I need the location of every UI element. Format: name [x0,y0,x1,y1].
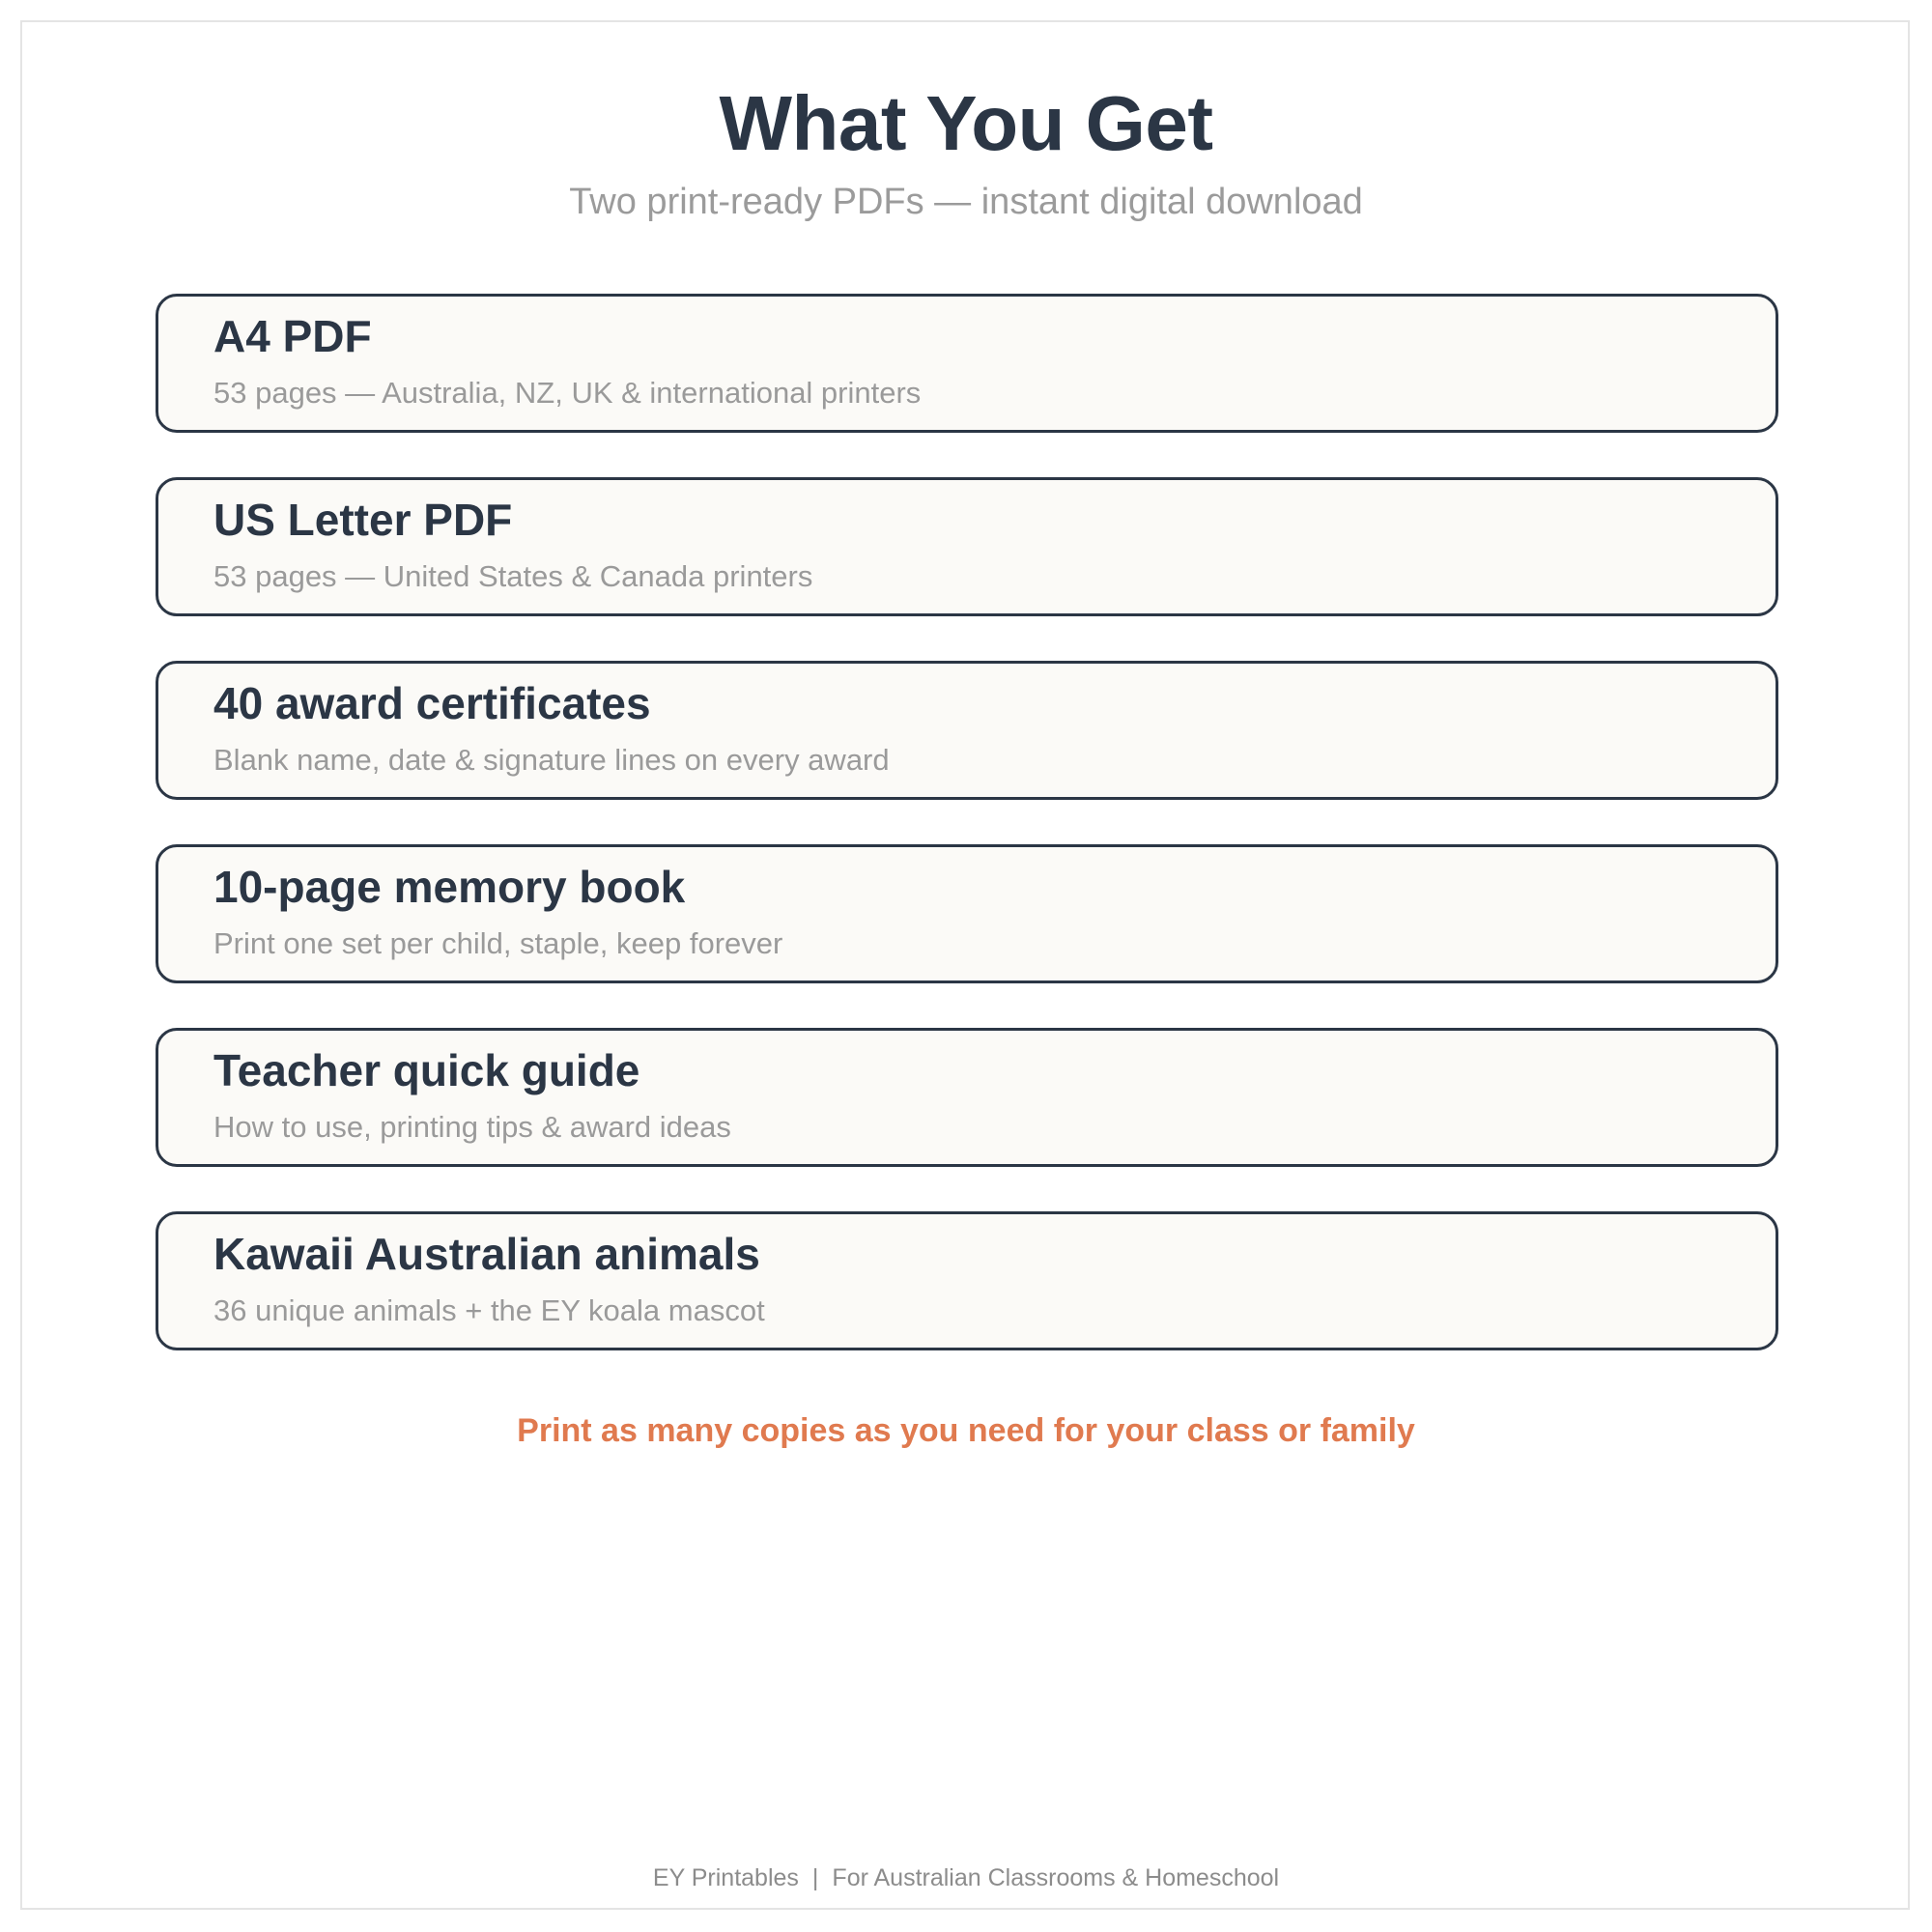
feature-card-a4-pdf [156,294,1778,433]
feature-card-description: How to use, printing tips & award ideas [213,1110,731,1144]
footer-brand: EY Printables [652,1864,799,1891]
feature-card-teacher-guide [156,1028,1778,1167]
feature-card-description: 36 unique animals + the EY koala mascot [213,1293,765,1327]
footer-tagline: For Australian Classrooms & Homeschool [832,1864,1280,1891]
feature-card-title: Kawaii Australian animals [213,1229,760,1279]
feature-card-description: Blank name, date & signature lines on every award [213,743,890,777]
feature-card-title: Teacher quick guide [213,1045,640,1095]
page-title: What You Get [719,80,1213,166]
feature-card-title: US Letter PDF [213,495,513,545]
feature-card-memory-book [156,844,1778,983]
footer [0,1862,1932,1893]
page-subtitle: Two print-ready PDFs — instant digital download [569,182,1363,222]
feature-card-description: 53 pages — Australia, NZ, UK & international printers [213,376,922,410]
feature-card-award-certificates [156,661,1778,800]
feature-card-title: 40 award certificates [213,678,651,728]
feature-card-title: A4 PDF [213,311,372,361]
usage-note: Print as many copies as you need for your class or family [517,1412,1415,1449]
feature-card-us-letter-pdf [156,477,1778,616]
feature-card-description: 53 pages — United States & Canada printers [213,559,813,593]
feature-list [156,294,1778,1395]
feature-card-title: 10-page memory book [213,862,686,912]
feature-card-description: Print one set per child, staple, keep forever [213,926,783,960]
feature-card-kawaii-animals [156,1211,1778,1350]
footer-separator: | [811,1864,819,1891]
